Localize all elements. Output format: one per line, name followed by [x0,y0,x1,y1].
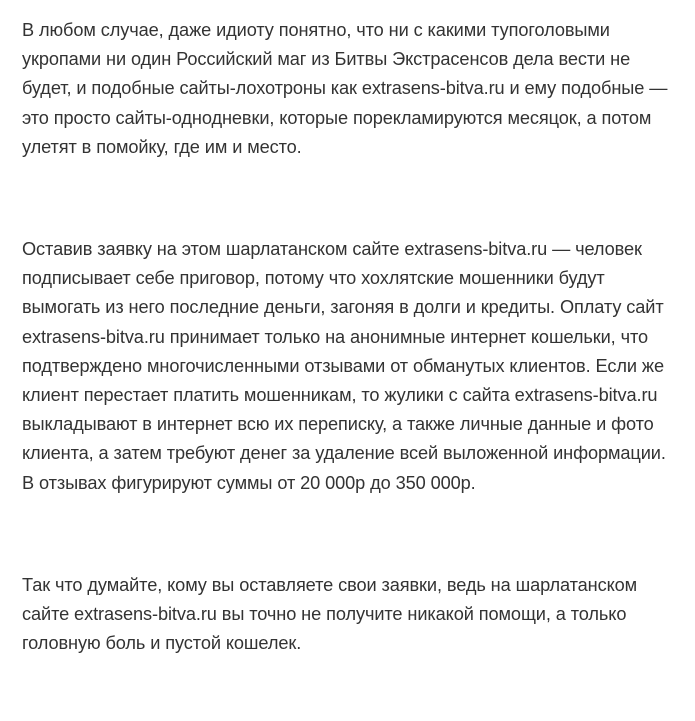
article-paragraph-2: Оставив заявку на этом шарлатанском сайте extrasens-bitva.ru — человек подписывает себе приговор, потому что хохлятские мошенники будут вымогать из него последние деньги, загоняя в долги и кредиты. Оплату сайт extrasens-bitva.ru принимает только на анонимные интернет кошельки, что подтверждено многочисленными отзывами от обманутых клиентов. Если же клиент перестает платить мошенникам, то жулики с сайта extrasens-bitva.ru выкладывают в интернет всю их переписку, а также личные данные и фото клиента, а затем требуют денег за удаление всей выложенной информации. В отзывах фигурируют суммы от 20 000р до 350 000р. [22,239,666,493]
article-body [22,16,670,658]
article-paragraph-1: В любом случае, даже идиоту понятно, что ни с какими тупоголовыми укропами ни один Российский маг из Битвы Экстрасенсов дела вести не будет, и подобные сайты-лохотроны как extrasens-bitva.ru и ему подобные — это просто сайты-однодневки, которые порекламируются месяцок, а потом улетят в помойку, где им и место. [22,20,668,157]
article-paragraph-3: Так что думайте, кому вы оставляете свои заявки, ведь на шарлатанском сайте extrasens-bitva.ru вы точно не получите никакой помощи, а только головную боль и пустой кошелек. [22,574,638,654]
